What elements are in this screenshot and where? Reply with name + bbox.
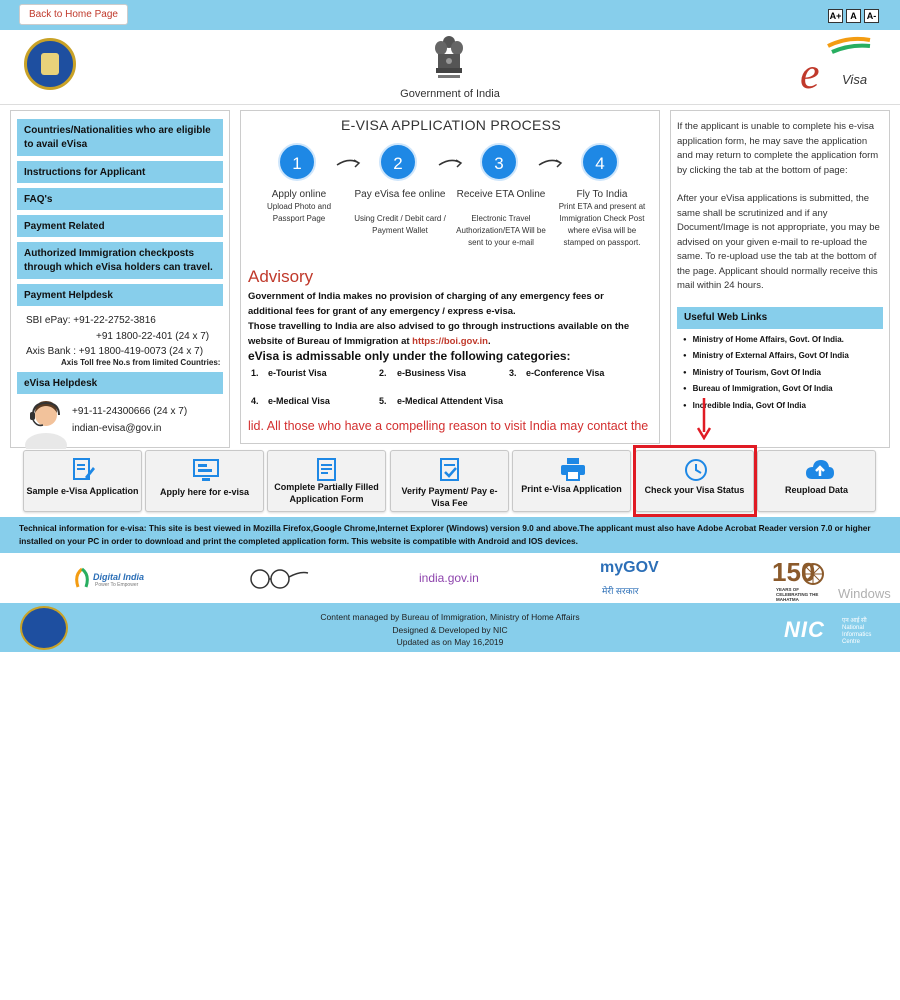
boi-link[interactable]: https://boi.gov.in	[412, 336, 488, 347]
link-incredible-india[interactable]: ● Incredible India, Govt Of India	[683, 401, 806, 410]
evisa-logo-text: Visa	[842, 72, 868, 87]
complete-partial-form-label: Complete Partially Filled Application Form	[274, 482, 379, 504]
step-3-desc: Electronic Travel Authorization/ETA Will be sent to your e-mail	[456, 214, 546, 247]
nic-hindi-text: एन आई सी	[842, 618, 867, 624]
gandhi-150-logo[interactable]: 150	[772, 557, 816, 587]
categories-title: eVisa is admissable only under the following categories:	[248, 349, 571, 363]
category-e-business: e-Business Visa	[397, 368, 466, 378]
sample-evisa-label: Sample e-Visa Application	[26, 486, 139, 496]
red-arrow-annotation-icon	[697, 398, 711, 440]
step-2-title: Pay eVisa fee online	[354, 189, 446, 200]
evisa-helpdesk-email[interactable]: indian-evisa@gov.in	[72, 423, 162, 434]
category-e-tourist: e-Tourist Visa	[268, 368, 327, 378]
sidebar-item-immigration-checkposts[interactable]: Authorized Immigration checkposts through which eVisa holders can travel.	[17, 242, 223, 279]
back-to-home-button[interactable]: Back to Home Page	[19, 4, 128, 25]
verify-payment-button[interactable]	[390, 450, 509, 512]
evisa-logo-icon	[798, 36, 878, 96]
category-e-medical-attendant: e-Medical Attendent Visa	[397, 396, 504, 406]
category-num: 5.	[379, 396, 387, 406]
nic-sub-line-1: National	[842, 625, 865, 631]
step-4-circle: 4	[581, 143, 619, 181]
category-num: 1.	[251, 368, 259, 378]
sidebar-item-payment-helpdesk[interactable]: Payment Helpdesk	[17, 284, 223, 306]
document-check-icon	[438, 457, 462, 483]
scrolling-notice: lid. All those who have a compelling reason to visit India may contact the	[248, 419, 649, 433]
print-evisa-button[interactable]	[512, 450, 631, 512]
sidebar-item-payment-related[interactable]: Payment Related	[17, 215, 223, 237]
charkha-wheel-icon	[800, 561, 826, 587]
highlight-box-annotation	[633, 445, 757, 517]
evisa-helpdesk-phone: +91-11-24300666 (24 x 7)	[72, 406, 188, 417]
monitor-form-icon	[193, 457, 219, 483]
font-increase-button[interactable]: A+	[829, 11, 842, 21]
technical-info-heading: Technical information for e-visa:	[19, 523, 147, 533]
partner-logos	[0, 553, 900, 603]
footer-designed-by: Designed & Developed by NIC	[392, 625, 508, 635]
header-divider	[0, 104, 900, 105]
swachh-bharat-glasses-icon[interactable]	[246, 567, 310, 591]
bureau-of-immigration-seal-icon	[24, 38, 76, 90]
axis-tollfree-note: Axis Toll free No.s from limited Countries:	[61, 358, 221, 367]
india-gov-in-logo[interactable]: india.gov.in	[419, 571, 479, 585]
document-edit-icon	[71, 457, 95, 483]
svg-text:e: e	[800, 49, 820, 96]
advisory-heading: Advisory	[248, 267, 314, 286]
complete-partial-form-button[interactable]	[267, 450, 386, 512]
category-e-medical: e-Medical Visa	[268, 396, 330, 406]
mygov-logo[interactable]: myGOV	[600, 559, 659, 576]
digital-india-tagline: Power To Empower	[95, 582, 139, 588]
sidebar-item-faqs[interactable]: FAQ's	[17, 188, 223, 210]
cloud-upload-icon	[805, 457, 835, 481]
footer-updated-date: Updated as on May 16,2019	[396, 637, 504, 647]
category-num: 2.	[379, 368, 387, 378]
step-arrow-icon	[437, 155, 465, 171]
apply-evisa-label: Apply here for e-visa	[159, 487, 250, 497]
step-arrow-icon	[537, 155, 565, 171]
step-4-title: Fly To India	[576, 189, 628, 200]
step-3-circle: 3	[480, 143, 518, 181]
apply-evisa-button[interactable]	[145, 450, 264, 512]
step-1-circle: 1	[278, 143, 316, 181]
gandhi-150-text: YEARS OF CELEBRATING THE MAHATMA	[776, 587, 819, 602]
technical-info-bar	[0, 517, 900, 553]
useful-web-links-heading: Useful Web Links	[677, 307, 883, 329]
footer-seal-icon	[20, 606, 68, 650]
advisory-line-1: Government of India makes no provision of charging of any emergency fees or additional fees for grant of any emergency / express e-visa.	[248, 291, 604, 317]
windows-activation-watermark: Windows	[838, 586, 891, 601]
step-3-title: Receive ETA Online	[456, 189, 546, 200]
step-1-title: Apply online	[271, 189, 327, 200]
step-2-circle: 2	[379, 143, 417, 181]
advisory-line-2: Those travelling to India are also advised to go through instructions available on the website of Bureau of Immigration at	[248, 321, 630, 347]
sidebar-item-instructions[interactable]: Instructions for Applicant	[17, 161, 223, 183]
reupload-info: After your eVisa applications is submitted, the same shall be scrutinized and if any Document/Image is not appropriate, you may be advised on your given e-mail to re-upload the same. To re-upload use the tab at the bottom of the page. Applicant should normally receive this mail within 24 hours.	[677, 193, 880, 291]
printer-icon	[560, 457, 586, 481]
print-evisa-label: Print e-Visa Application	[521, 484, 622, 494]
header	[0, 30, 900, 104]
digital-india-text[interactable]: Digital India	[93, 572, 145, 582]
advisory-body: Government of India makes no provision of charging of any emergency fees or additional fees for grant of any emergency / express e-visa. Those travelling to India are also advised to go through instructions available on the website of Bureau of Immigration at https://boi.gov.in.	[248, 291, 630, 347]
link-bureau-immigration[interactable]: ● Bureau of Immigration, Govt Of India	[683, 384, 833, 393]
step-2-desc: Using Credit / Debit card / Payment Wallet	[354, 214, 446, 235]
font-normal-button[interactable]: A	[846, 9, 861, 23]
nic-logo-subtitle	[842, 618, 871, 646]
digital-india-logo-icon	[73, 567, 91, 589]
reupload-data-button[interactable]	[757, 450, 876, 512]
category-e-conference: e-Conference Visa	[526, 368, 605, 378]
nic-sub-line-3: Centre	[842, 639, 861, 645]
step-arrow-icon	[335, 155, 363, 171]
process-title: E-VISA APPLICATION PROCESS	[341, 117, 561, 133]
left-sidebar	[10, 110, 230, 448]
verify-payment-label: Verify Payment/ Pay e-Visa Fee	[401, 486, 498, 508]
save-application-info: If the applicant is unable to complete his e-visa application form, he may save the application and may return to complete the application form by clicking the tab at the bottom of page:	[677, 121, 879, 176]
link-ministry-home-affairs[interactable]: ● Ministry of Home Affairs, Govt. Of India.	[683, 335, 844, 344]
reupload-data-label: Reupload Data	[784, 485, 848, 495]
step-1-desc: Upload Photo and Passport Page	[266, 202, 332, 223]
process-panel	[240, 110, 660, 444]
nic-logo: NIC	[784, 617, 825, 642]
step-4-desc: Print ETA and present at Immigration Check Post where eVisa will be stamped on passport.	[558, 202, 646, 247]
footer-content-managed: Content managed by Bureau of Immigration, Ministry of Home Affairs	[320, 612, 580, 622]
font-decrease-button[interactable]: A-	[864, 9, 879, 23]
category-num: 4.	[251, 396, 259, 406]
footer	[0, 603, 900, 652]
list-document-icon	[315, 457, 339, 483]
link-ministry-external-affairs[interactable]: ● Ministry of External Affairs, Govt Of India	[683, 351, 849, 360]
axis-bank-line: Axis Bank : +91 1800-419-0073 (24 x 7)	[26, 346, 204, 357]
nic-sub-line-2: Informatics	[842, 632, 872, 638]
sidebar-item-evisa-helpdesk[interactable]: eVisa Helpdesk	[17, 372, 223, 394]
mygov-hindi-text: मेरी सरकार	[602, 586, 639, 596]
technical-info-body: This site is best viewed in Mozilla Firefox,Google Chrome,Internet Explorer (Windows) version 9.0 and above.The applicant must also have Adobe Acrobat Reader version 7.0 or higher installed on your PC in order to download and print the completed application form. This website is compatible with Android and IOS devices.	[19, 523, 871, 546]
evisa-logo	[798, 36, 878, 96]
check-visa-status-label: Check your Visa Status	[644, 485, 745, 495]
helpdesk-avatar-icon	[23, 397, 69, 449]
sbi-epay-line: SBI ePay: +91-22-2752-3816	[26, 315, 156, 326]
top-bar	[0, 0, 900, 30]
link-ministry-tourism[interactable]: ● Ministry of Tourism, Govt Of India	[683, 368, 821, 377]
sidebar-item-eligible-countries[interactable]: Countries/Nationalities who are eligible to avail eVisa	[17, 119, 223, 156]
national-emblem-icon	[432, 34, 466, 82]
sample-evisa-button[interactable]	[23, 450, 142, 512]
government-of-india-text: Government of India	[400, 88, 500, 100]
sbi-tollfree-line: +91 1800-22-401 (24 x 7)	[96, 331, 210, 342]
category-num: 3.	[509, 368, 517, 378]
